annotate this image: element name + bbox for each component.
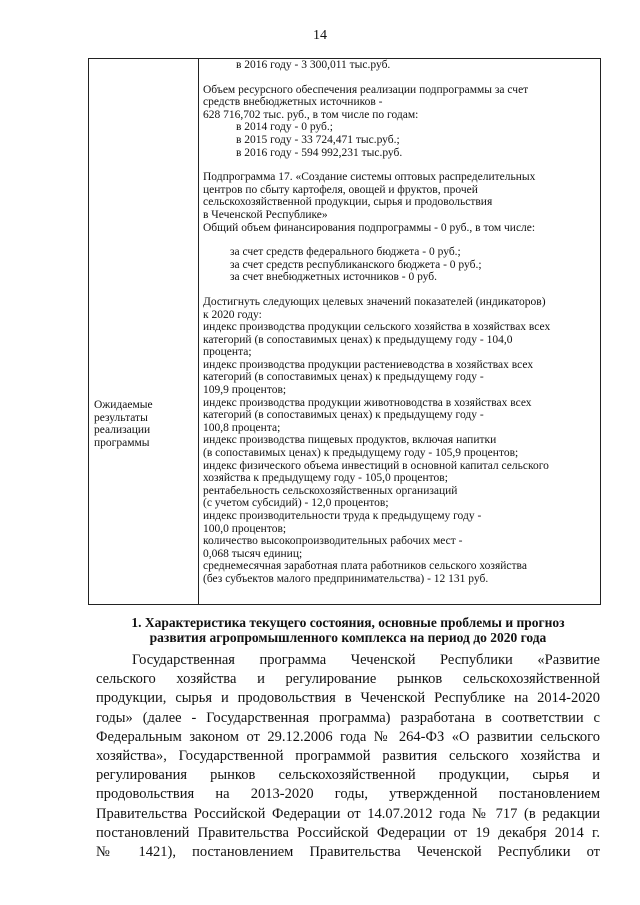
indicator-line: хозяйства к предыдущему году - 105,0 процентов; — [203, 472, 448, 485]
paragraph-line: Государственная программа Чеченской Республики «Развитие — [132, 652, 600, 668]
indicator-line: индекс физического объема инвестиций в основной капитал сельского — [203, 459, 549, 472]
page-number: 14 — [313, 28, 327, 43]
paragraph-line: сельского хозяйства и регулирование рынков сельскохозяйственной — [96, 671, 600, 688]
indicator-line: рентабельность сельскохозяйственных организаций — [203, 484, 458, 497]
text-line: Достигнуть следующих целевых значений показателей (индикаторов) — [203, 295, 546, 308]
indicator-line: количество высокопроизводительных рабочих мест - — [203, 535, 463, 548]
indicator-line: (в сопоставимых ценах) к предыдущему году - 105,9 процентов; — [203, 447, 519, 460]
indicator-line: 100,8 процента; — [203, 421, 281, 434]
funding-year-line: в 2016 году - 594 992,231 тыс.руб. — [236, 146, 403, 159]
indicator-line: индекс производства пищевых продуктов, включая напитки — [203, 434, 497, 447]
row-label-line: реализации — [94, 424, 151, 437]
subprogram-title-line: центров по сбыту картофеля, овощей и фруктов, прочей — [203, 183, 478, 196]
row-label-line: программы — [94, 436, 150, 449]
row-label-line: Ожидаемые — [94, 399, 153, 411]
funding-2016-line: в 2016 году - 3 300,011 тыс.руб. — [236, 59, 391, 71]
indicator-line: индекс производительности труда к предыдущему году - — [203, 510, 482, 522]
funding-source-line: за счет средств республиканского бюджета - 0 руб.; — [230, 258, 482, 271]
column-divider — [198, 59, 199, 604]
indicator-line: категорий (в сопоставимых ценах) к предыдущему году - 104,0 — [203, 333, 513, 346]
row-label-expected-results — [94, 399, 153, 449]
funding-source-line: за счет средств федерального бюджета - 0 руб.; — [230, 246, 461, 259]
text-line: Объем ресурсного обеспечения реализации подпрограммы за счет — [203, 83, 529, 96]
text-line: Общий объем финансирования подпрограммы - 0 руб., в том числе: — [203, 221, 536, 234]
section-heading — [96, 615, 600, 645]
text-line: к 2020 году: — [203, 308, 262, 321]
indicator-line: (с учетом субсидий) - 12,0 процентов; — [203, 497, 389, 510]
body-paragraph — [96, 651, 600, 862]
indicator-line: категорий (в сопоставимых ценах) к предыдущему году - — [203, 371, 484, 384]
paragraph-line: хозяйства», Государственной программой развития сельского хозяйства и — [96, 748, 600, 765]
subprogram-title-line: Подпрограмма 17. «Создание системы оптовых распределительных — [203, 171, 536, 184]
indicator-line: процента; — [203, 346, 252, 359]
funding-year-line: в 2015 году - 33 724,471 тыс.руб.; — [236, 133, 400, 146]
heading-line: развития агропромышленного комплекса на период до 2020 года — [149, 630, 547, 645]
funding-source-line: за счет внебюджетных источников - 0 руб. — [230, 271, 437, 284]
indicator-line: индекс производства продукции растениеводства в хозяйствах всех — [203, 358, 534, 371]
funding-year-line: в 2014 году - 0 руб.; — [236, 121, 333, 134]
subprogram-title-line: сельскохозяйственной продукции, сырья и продовольствия — [203, 196, 493, 209]
subprogram-title-line: в Чеченской Республике» — [203, 208, 328, 221]
indicator-line: категорий (в сопоставимых ценах) к предыдущему году - — [203, 409, 484, 422]
text-line: 628 716,702 тыс. руб., в том числе по годам: — [203, 108, 419, 121]
indicator-line: среднемесячная заработная плата работников сельского хозяйства — [203, 560, 527, 573]
indicator-line: индекс производства продукции животноводства в хозяйствах всех — [203, 396, 532, 409]
indicator-line: 0,068 тысяч единиц; — [203, 547, 303, 560]
program-details-cell — [203, 59, 598, 586]
indicator-line: 109,9 процентов; — [203, 384, 287, 397]
heading-line: 1. Характеристика текущего состояния, основные проблемы и прогноз — [131, 615, 565, 630]
row-label-line: результаты — [94, 411, 148, 424]
indicator-line: индекс производства продукции сельского хозяйства в хозяйствах всех — [203, 321, 551, 334]
paragraph-line: продовольствия на 2013-2020 годы, утвержденной постановлением — [96, 786, 600, 803]
program-table — [88, 58, 601, 605]
paragraph-line: Правительства Российской Федерации от 14.07.2012 года № 717 (в редакции — [96, 805, 600, 822]
paragraph-line: продукции, сырья и продовольствия в Чеченской Республике на 2014-2020 — [96, 690, 600, 707]
indicator-line: 100,0 процентов; — [203, 522, 287, 535]
paragraph-line: регулирования рынков сельскохозяйственной продукции, сырья и — [96, 767, 600, 784]
paragraph-line: Федеральным законом от 29.12.2006 года № 264-ФЗ «О развитии сельского — [96, 728, 600, 745]
paragraph-line: № 1421), постановлением Правительства Чеченской Республики от — [96, 844, 600, 861]
text-line: средств внебюджетных источников - — [203, 96, 383, 109]
indicator-line: (без субъектов малого предпринимательства) - 12 131 руб. — [203, 572, 489, 585]
paragraph-line: годы» (далее - Государственная программа) разработана в соответствии с — [96, 709, 600, 726]
paragraph-line: постановлений Правительства Российской Федерации от 19 декабря 2014 г. — [96, 824, 600, 841]
